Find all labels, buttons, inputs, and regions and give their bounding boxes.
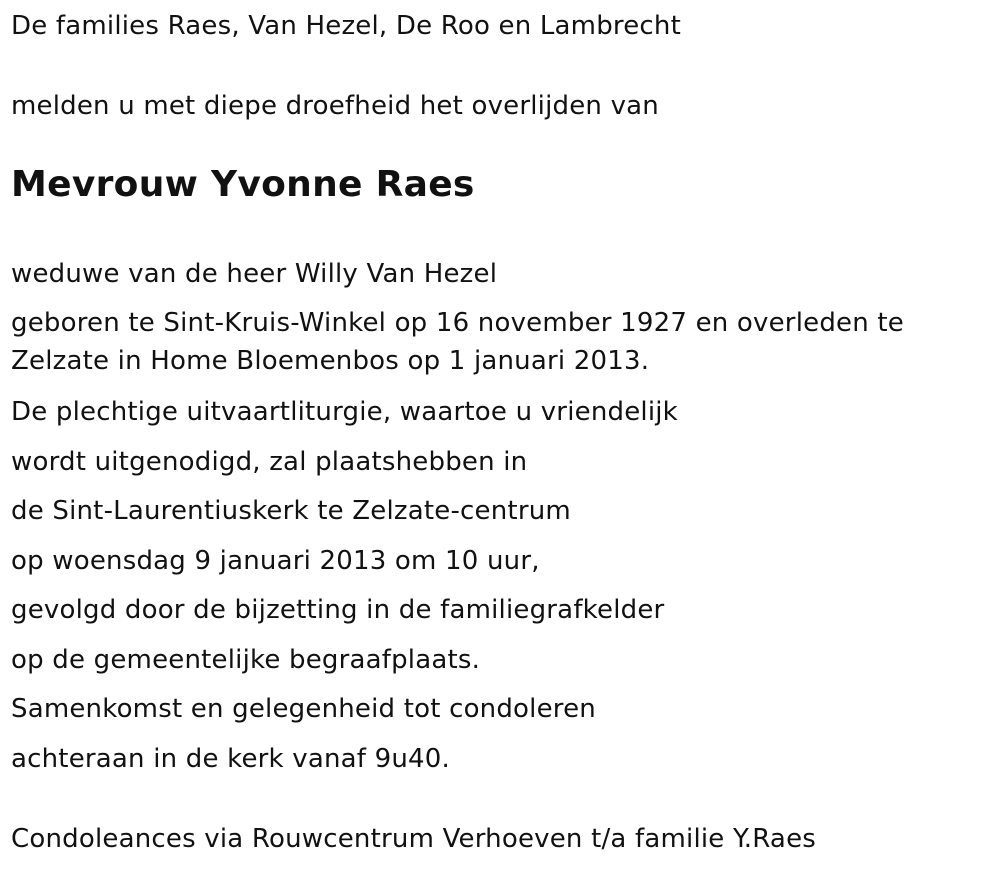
body-line: op de gemeentelijke begraafplaats. bbox=[11, 645, 481, 675]
body-line: de Sint-Laurentiuskerk te Zelzate-centrum bbox=[11, 496, 571, 526]
body-line: Zelzate in Home Bloemenbos op 1 januari 2013. bbox=[11, 346, 650, 376]
body-line: op woensdag 9 januari 2013 om 10 uur, bbox=[11, 546, 540, 576]
body-line: Samenkomst en gelegenheid tot condoleren bbox=[11, 694, 596, 724]
deceased-name: Mevrouw Yvonne Raes bbox=[11, 164, 475, 205]
body-line: gevolgd door de bijzetting in de familiegrafkelder bbox=[11, 595, 665, 625]
body-line: achteraan in de kerk vanaf 9u40. bbox=[11, 744, 450, 774]
body-line: De plechtige uitvaartliturgie, waartoe u vriendelijk bbox=[11, 397, 678, 427]
body-line: wordt uitgenodigd, zal plaatshebben in bbox=[11, 447, 528, 477]
condolences-line: Condoleances via Rouwcentrum Verhoeven t/a familie Y.Raes bbox=[11, 824, 817, 854]
families-line: De families Raes, Van Hezel, De Roo en Lambrecht bbox=[11, 11, 681, 41]
body-line: geboren te Sint-Kruis-Winkel op 16 november 1927 en overleden te bbox=[11, 308, 904, 338]
announcement-line: melden u met diepe droefheid het overlijden van bbox=[11, 91, 659, 121]
body-line: weduwe van de heer Willy Van Hezel bbox=[11, 259, 498, 289]
